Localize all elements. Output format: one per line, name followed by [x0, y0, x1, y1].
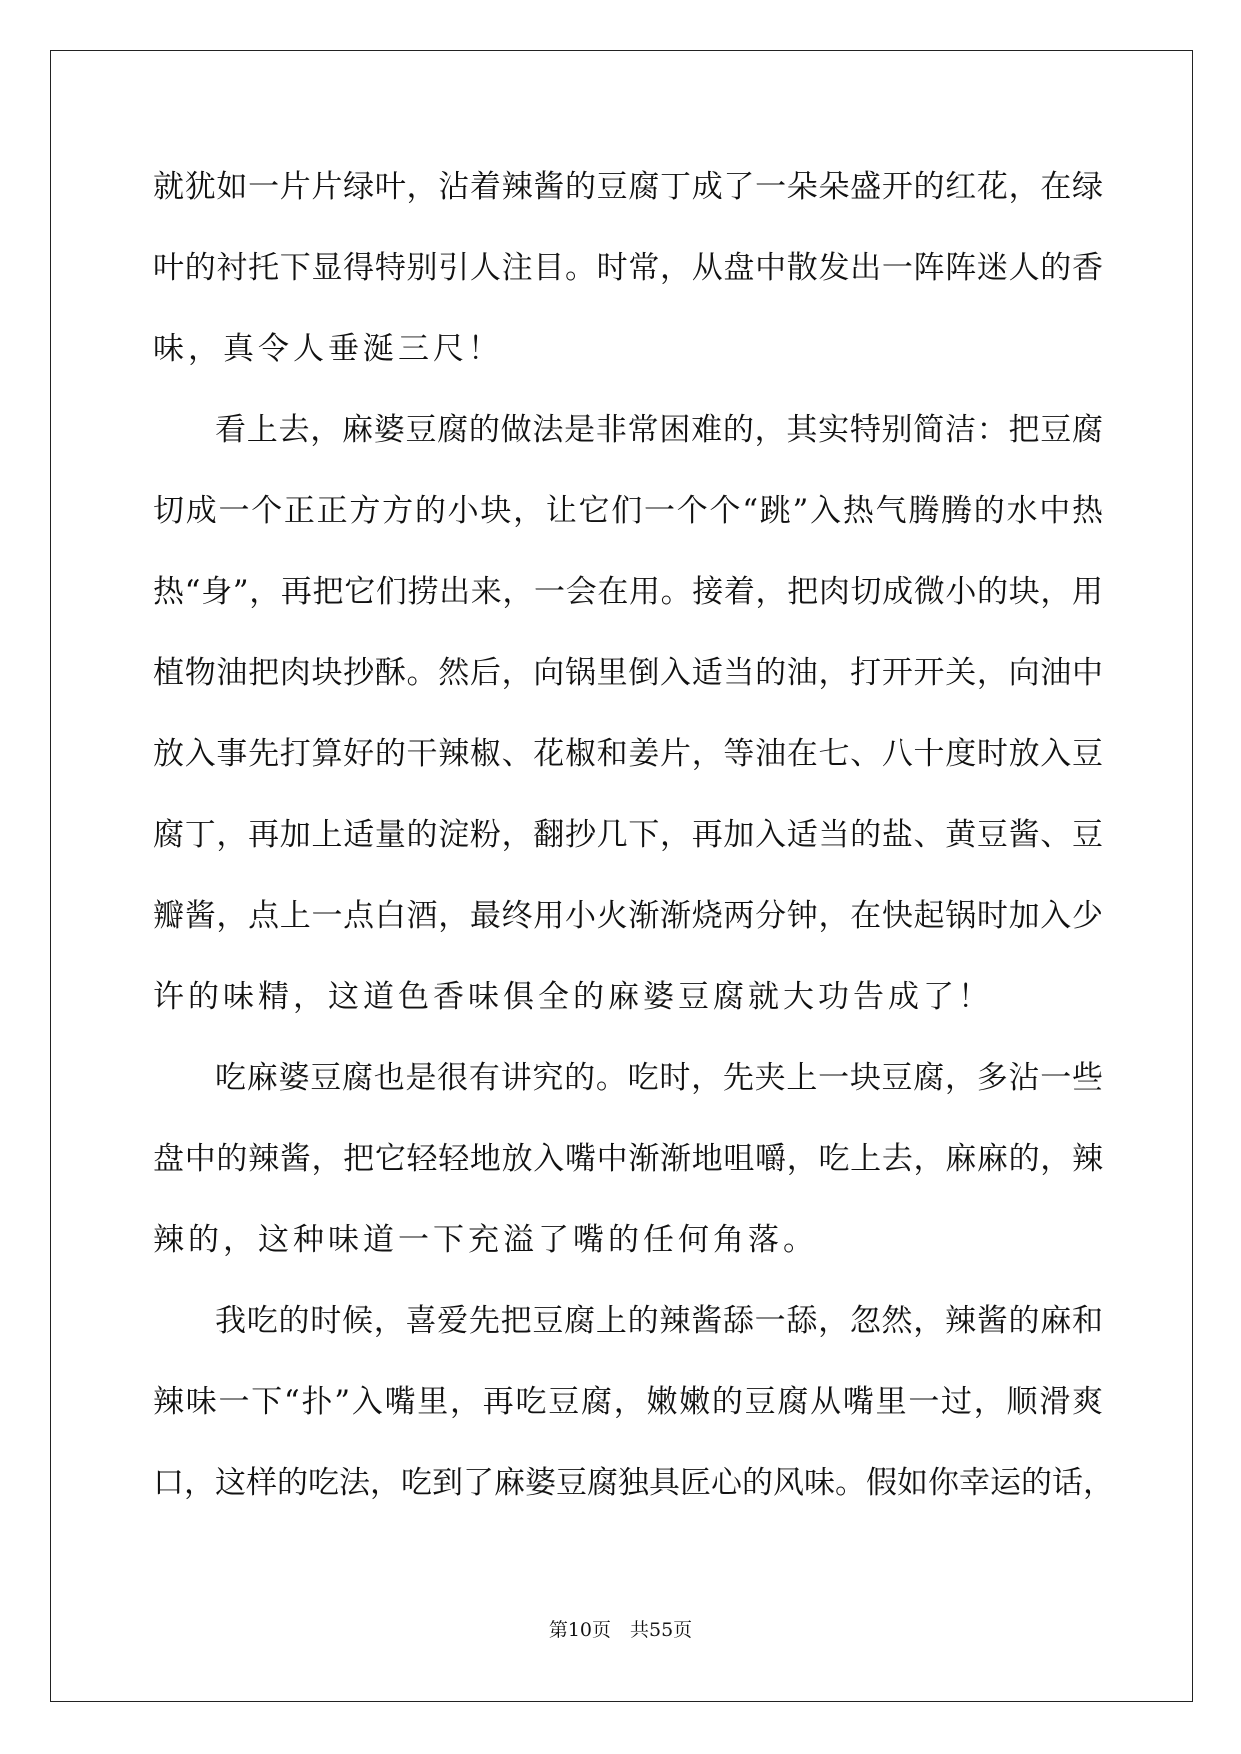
text-line	[153, 147, 1103, 228]
text-line-content: 就犹如一片片绿叶，沾着辣酱的豆腐丁成了一朵朵盛开的红花，在绿	[153, 169, 1103, 205]
text-line	[153, 714, 1103, 795]
text-line-content: 切成一个正正方方的小块，让它们一个个“跳”入热气腾腾的水中热	[153, 493, 1103, 529]
text-line	[153, 1443, 1114, 1524]
text-line-content: 口，这样的吃法，吃到了麻婆豆腐独具匠心的风味。假如你幸运的话，	[153, 1465, 1114, 1501]
text-line	[153, 795, 1103, 876]
text-line	[153, 957, 1103, 1038]
text-line-content: 热“身”，再把它们捞出来，一会在用。接着，把肉切成微小的块，用	[153, 574, 1103, 610]
text-line	[153, 471, 1103, 552]
text-line-content: 辣的，这种味道一下充溢了嘴的任何角落。	[153, 1222, 818, 1258]
text-line	[153, 876, 1103, 957]
text-line	[153, 552, 1103, 633]
text-line-content: 植物油把肉块抄酥。然后，向锅里倒入适当的油，打开开关，向油中	[153, 655, 1103, 691]
page-number-footer: 第10页 共55页	[548, 1619, 693, 1641]
text-line	[153, 1362, 1103, 1443]
text-line-content: 看上去，麻婆豆腐的做法是非常困难的，其实特别简洁：把豆腐	[215, 412, 1103, 448]
text-line-content: 许的味精，这道色香味俱全的麻婆豆腐就大功告成了！	[153, 979, 993, 1015]
text-line-content: 瓣酱，点上一点白酒，最终用小火渐渐烧两分钟，在快起锅时加入少	[153, 898, 1103, 934]
text-line	[153, 633, 1103, 714]
text-line-content: 辣味一下“扑”入嘴里，再吃豆腐，嫩嫩的豆腐从嘴里一过，顺滑爽	[153, 1384, 1103, 1420]
text-line-content: 叶的衬托下显得特别引人注目。时常，从盘中散发出一阵阵迷人的香	[153, 250, 1103, 286]
text-line-content: 腐丁，再加上适量的淀粉，翻抄几下，再加入适当的盐、黄豆酱、豆	[153, 817, 1103, 853]
text-line-content: 吃麻婆豆腐也是很有讲究的。吃时，先夹上一块豆腐，多沾一些	[215, 1060, 1103, 1096]
text-line	[153, 390, 1103, 471]
text-line	[153, 228, 1103, 309]
text-line	[153, 1281, 1103, 1362]
text-line-content: 盘中的辣酱，把它轻轻地放入嘴中渐渐地咀嚼，吃上去，麻麻的，辣	[153, 1141, 1103, 1177]
text-line-content: 我吃的时候，喜爱先把豆腐上的辣酱舔一舔，忽然，辣酱的麻和	[215, 1303, 1103, 1339]
document-body	[153, 147, 1114, 1524]
text-line	[153, 1119, 1103, 1200]
text-line	[153, 1200, 1103, 1281]
text-line-content: 放入事先打算好的干辣椒、花椒和姜片，等油在七、八十度时放入豆	[153, 736, 1103, 772]
text-line	[153, 309, 1103, 390]
text-line-content: 味，真令人垂涎三尺！	[153, 331, 503, 367]
text-line	[153, 1038, 1103, 1119]
